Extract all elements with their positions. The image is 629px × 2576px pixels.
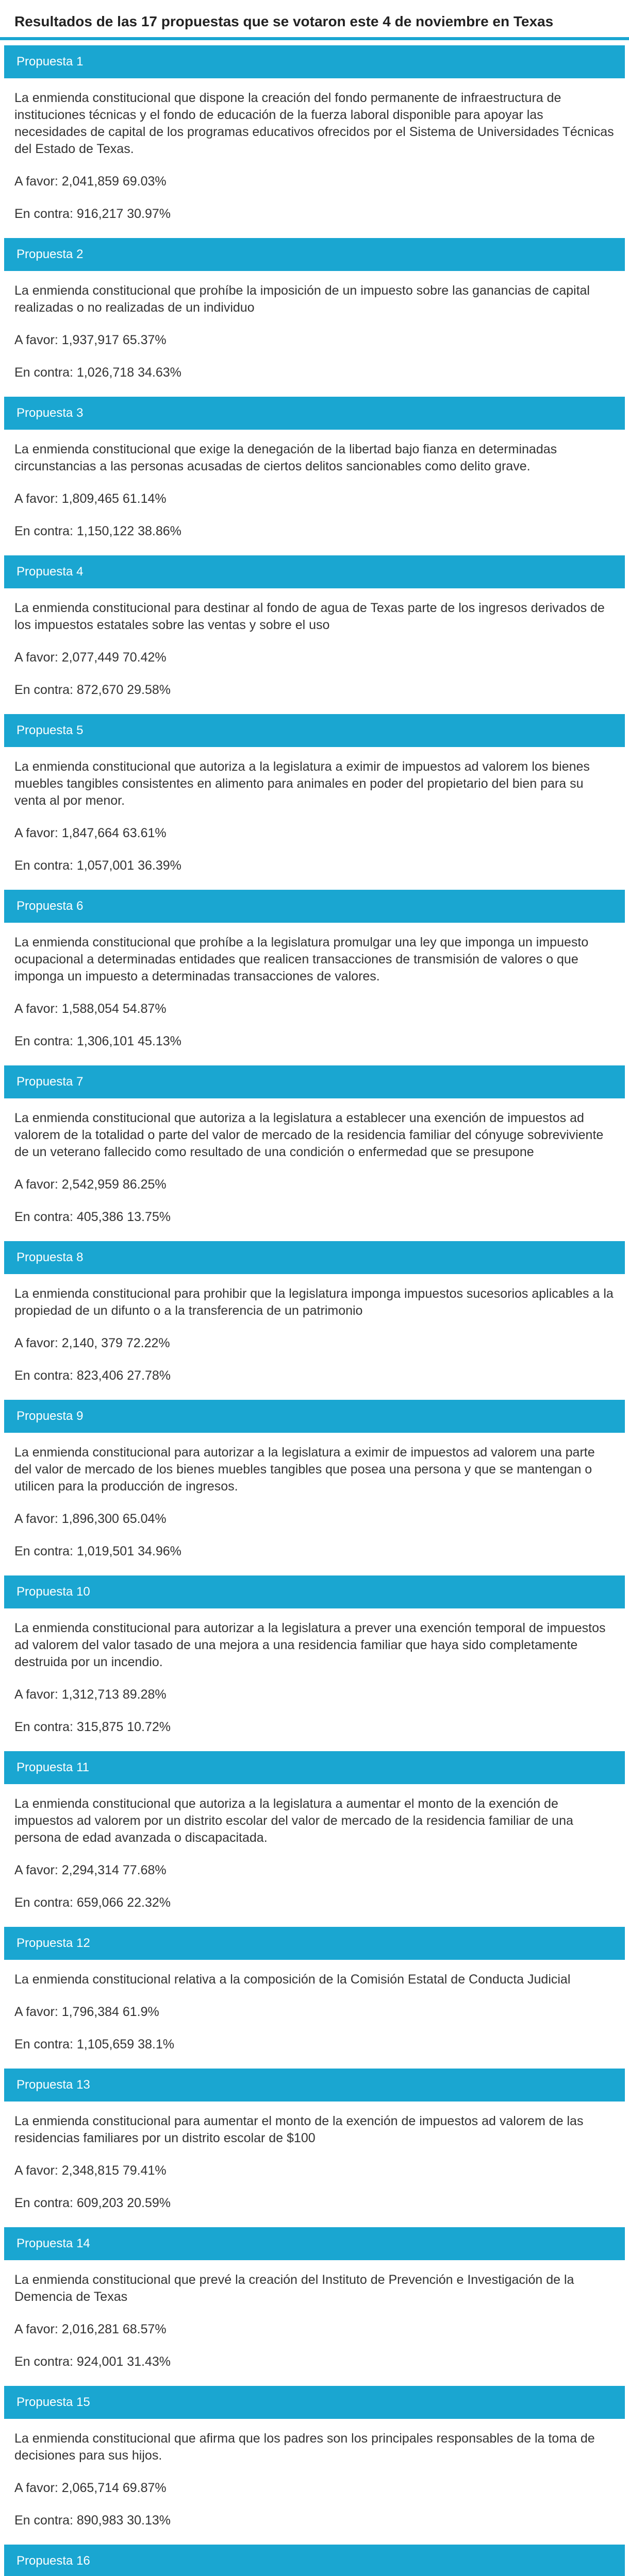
proposition-header: Propuesta 8 bbox=[4, 1241, 625, 1274]
votes-against: En contra: 1,019,501 34.96% bbox=[14, 1544, 181, 1558]
proposition-block bbox=[0, 1400, 629, 1560]
votes-in-favor: A favor: 2,077,449 70.42% bbox=[14, 650, 167, 665]
votes-against: En contra: 1,306,101 45.13% bbox=[14, 1034, 181, 1048]
proposition-block bbox=[0, 1751, 629, 1911]
proposition-list bbox=[0, 40, 629, 2576]
proposition-body bbox=[0, 923, 629, 1050]
proposition-body bbox=[0, 1098, 629, 1226]
proposition-block bbox=[0, 555, 629, 699]
proposition-block bbox=[0, 1927, 629, 2053]
proposition-header: Propuesta 15 bbox=[4, 2386, 625, 2419]
proposition-description: La enmienda constitucional que exige la denegación de la libertad bajo fianza en determinadas circunstancias a las personas acusadas de ciertos delitos sancionables como delito grave. bbox=[14, 442, 557, 473]
votes-against: En contra: 315,875 10.72% bbox=[14, 1720, 171, 1734]
proposition-description: La enmienda constitucional para destinar al fondo de agua de Texas parte de los ingresos derivados de los impuestos estatales sobre las ventas y sobre el uso bbox=[14, 601, 605, 632]
proposition-block bbox=[0, 1241, 629, 1384]
page-title: Resultados de las 17 propuestas que se votaron este 4 de noviembre en Texas bbox=[0, 0, 629, 40]
votes-against: En contra: 823,406 27.78% bbox=[14, 1368, 171, 1383]
proposition-header: Propuesta 14 bbox=[4, 2227, 625, 2260]
proposition-body bbox=[0, 271, 629, 381]
votes-in-favor: A favor: 1,847,664 63.61% bbox=[14, 826, 167, 840]
proposition-header: Propuesta 3 bbox=[4, 397, 625, 430]
proposition-description: La enmienda constitucional que autoriza a la legislatura a establecer una exención de impuestos ad valorem de la totalidad o parte del valor de mercado de la residencia familiar del cónyuge sobreviviente de un veterano fallecido como resultado de una condición o enfermedad que se presupone bbox=[14, 1111, 604, 1159]
proposition-block bbox=[0, 890, 629, 1050]
votes-in-favor: A favor: 2,542,959 86.25% bbox=[14, 1177, 167, 1192]
votes-in-favor: A favor: 2,294,314 77.68% bbox=[14, 1863, 167, 1877]
proposition-header: Propuesta 6 bbox=[4, 890, 625, 923]
proposition-header: Propuesta 4 bbox=[4, 555, 625, 588]
proposition-header: Propuesta 2 bbox=[4, 238, 625, 271]
proposition-block bbox=[0, 397, 629, 540]
proposition-header: Propuesta 5 bbox=[4, 714, 625, 747]
votes-in-favor: A favor: 1,796,384 61.9% bbox=[14, 2005, 159, 2019]
proposition-body bbox=[0, 1784, 629, 1911]
proposition-block bbox=[0, 238, 629, 381]
proposition-body bbox=[0, 2419, 629, 2529]
proposition-body bbox=[0, 1608, 629, 1736]
votes-in-favor: A favor: 1,896,300 65.04% bbox=[14, 1512, 167, 1526]
proposition-header: Propuesta 9 bbox=[4, 1400, 625, 1433]
proposition-description: La enmienda constitucional que prohíbe la imposición de un impuesto sobre las ganancias de capital realizadas o no realizadas de un individuo bbox=[14, 283, 590, 315]
proposition-description: La enmienda constitucional relativa a la composición de la Comisión Estatal de Conducta Judicial bbox=[14, 1972, 571, 1987]
proposition-header: Propuesta 12 bbox=[4, 1927, 625, 1960]
proposition-description: La enmienda constitucional para autorizar a la legislatura a prever una exención temporal de impuestos ad valorem del valor tasado de una mejora a una residencia familiar que haya sido completamente destruida por un incendio. bbox=[14, 1621, 606, 1669]
proposition-block bbox=[0, 2069, 629, 2212]
proposition-description: La enmienda constitucional que autoriza a la legislatura a aumentar el monto de la exención de impuestos ad valorem por un distrito escolar del valor de mercado de la residencia familiar de una persona de edad avanzada o discapacitada. bbox=[14, 1797, 573, 1845]
votes-in-favor: A favor: 2,041,859 69.03% bbox=[14, 174, 167, 189]
proposition-body bbox=[0, 1274, 629, 1384]
proposition-body bbox=[0, 430, 629, 540]
votes-in-favor: A favor: 2,348,815 79.41% bbox=[14, 2163, 167, 2178]
proposition-block bbox=[0, 45, 629, 223]
proposition-body bbox=[0, 747, 629, 874]
votes-against: En contra: 872,670 29.58% bbox=[14, 683, 171, 697]
votes-against: En contra: 1,057,001 36.39% bbox=[14, 858, 181, 873]
votes-against: En contra: 405,386 13.75% bbox=[14, 1210, 171, 1224]
votes-in-favor: A favor: 1,312,713 89.28% bbox=[14, 1687, 167, 1702]
proposition-block bbox=[0, 2545, 629, 2576]
proposition-block bbox=[0, 2227, 629, 2370]
votes-against: En contra: 1,150,122 38.86% bbox=[14, 524, 181, 538]
votes-against: En contra: 916,217 30.97% bbox=[14, 207, 171, 221]
proposition-header: Propuesta 1 bbox=[4, 45, 625, 78]
proposition-body bbox=[0, 1433, 629, 1560]
proposition-header: Propuesta 10 bbox=[4, 1575, 625, 1608]
votes-in-favor: A favor: 1,588,054 54.87% bbox=[14, 1002, 167, 1016]
proposition-block bbox=[0, 2386, 629, 2529]
proposition-body bbox=[0, 2102, 629, 2212]
proposition-block bbox=[0, 714, 629, 874]
proposition-description: La enmienda constitucional para aumentar el monto de la exención de impuestos ad valorem de las residencias familiares por un distrito escolar de $100 bbox=[14, 2114, 584, 2145]
proposition-block bbox=[0, 1575, 629, 1736]
proposition-body bbox=[0, 588, 629, 699]
proposition-description: La enmienda constitucional que prohíbe a la legislatura promulgar una ley que imponga un impuesto ocupacional a determinadas entidades que realicen transacciones de transmisión de valores o que imponga un impuesto a determinadas transacciones de valores. bbox=[14, 935, 589, 984]
votes-in-favor: A favor: 2,140, 379 72.22% bbox=[14, 1336, 170, 1350]
proposition-block bbox=[0, 1065, 629, 1226]
proposition-header: Propuesta 13 bbox=[4, 2069, 625, 2102]
votes-against: En contra: 924,001 31.43% bbox=[14, 2354, 171, 2369]
proposition-header: Propuesta 7 bbox=[4, 1065, 625, 1098]
votes-against: En contra: 1,105,659 38.1% bbox=[14, 2037, 174, 2052]
proposition-description: La enmienda constitucional que autoriza a la legislatura a eximir de impuestos ad valorem los bienes muebles tangibles consistentes en alimento para animales en poder del propietario del bien para su venta al por menor. bbox=[14, 759, 590, 808]
votes-against: En contra: 659,066 22.32% bbox=[14, 1895, 171, 1910]
proposition-header: Propuesta 11 bbox=[4, 1751, 625, 1784]
proposition-header: Propuesta 16 bbox=[4, 2545, 625, 2576]
votes-in-favor: A favor: 1,937,917 65.37% bbox=[14, 333, 167, 347]
proposition-description: La enmienda constitucional que dispone la creación del fondo permanente de infraestructura de instituciones técnicas y el fondo de educación de la fuerza laboral disponible para apoyar las necesidades de capital de los programas educativos ofrecidos por el Sistema de Universidades Técnicas del Estado de Texas. bbox=[14, 91, 614, 156]
votes-against: En contra: 1,026,718 34.63% bbox=[14, 365, 181, 380]
votes-in-favor: A favor: 1,809,465 61.14% bbox=[14, 492, 167, 506]
proposition-body bbox=[0, 1960, 629, 2053]
votes-against: En contra: 890,983 30.13% bbox=[14, 2513, 171, 2528]
proposition-description: La enmienda constitucional que prevé la creación del Instituto de Prevención e Investigación de la Demencia de Texas bbox=[14, 2273, 574, 2304]
proposition-body bbox=[0, 2260, 629, 2370]
votes-in-favor: A favor: 2,016,281 68.57% bbox=[14, 2322, 167, 2336]
proposition-description: La enmienda constitucional para autorizar a la legislatura a eximir de impuestos ad valorem una parte del valor de mercado de los bienes muebles tangibles que posea una persona y que se mantengan o utilicen para la producción de ingresos. bbox=[14, 1445, 595, 1494]
votes-in-favor: A favor: 2,065,714 69.87% bbox=[14, 2481, 167, 2495]
proposition-description: La enmienda constitucional que afirma que los padres son los principales responsables de la toma de decisiones para sus hijos. bbox=[14, 2431, 595, 2463]
proposition-body bbox=[0, 78, 629, 223]
votes-against: En contra: 609,203 20.59% bbox=[14, 2196, 171, 2210]
proposition-description: La enmienda constitucional para prohibir que la legislatura imponga impuestos sucesorios aplicables a la propiedad de un difunto o a la transferencia de un patrimonio bbox=[14, 1286, 614, 1318]
